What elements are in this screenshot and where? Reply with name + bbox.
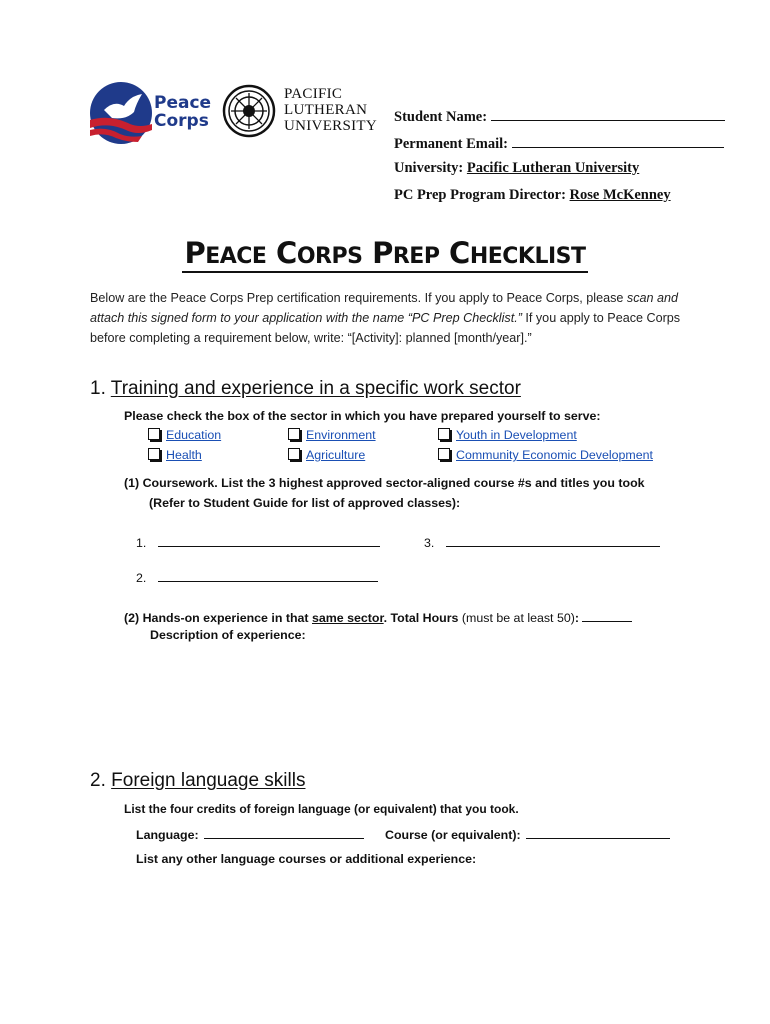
title-smallcaps: EACE [205,244,267,269]
section-title: Foreign language skills [111,770,306,791]
title-smallcaps: HECKLIST [469,244,586,269]
course-2-field[interactable] [158,569,378,582]
plu-logo-line: LUTHERAN [284,102,368,118]
checkbox-icon[interactable] [148,448,160,460]
section-1-heading [90,378,521,400]
other-language-label: List any other language courses or additional experience: [136,852,477,866]
item-number: (2) [124,611,140,625]
sector-checkbox-health[interactable] [148,448,202,462]
sector-label[interactable]: Youth in Development [456,428,577,442]
plu-logo-line: UNIVERSITY [284,118,377,134]
sector-label[interactable]: Community Economic Development [456,448,653,462]
course-equivalent-field[interactable] [526,826,670,839]
course-number: 3. [424,536,435,550]
peace-corps-logo-text: Peace Corps [154,93,212,131]
plu-seal-icon [222,84,276,138]
director-value: Rose McKenney [569,187,671,203]
intro-text: Below are the Peace Corps Prep certification requirements. If you apply to Peace Corps, please [90,291,624,305]
coursework-item [124,476,645,490]
section-number: 2. [90,770,106,791]
permanent-email-field[interactable] [512,133,724,148]
title-letter: P [184,236,206,270]
handson-note: (must be at least 50) [461,611,575,625]
description-area[interactable] [150,648,690,758]
student-name-field[interactable] [491,106,725,121]
handson-colon: : [574,611,579,625]
sector-checkbox-education[interactable] [148,428,221,442]
plu-logo [222,84,382,140]
course-line-1 [136,534,380,550]
language-field[interactable] [204,826,364,839]
course-line-3 [424,534,660,550]
checkbox-icon[interactable] [288,448,300,460]
peace-corps-logo [90,80,215,146]
intro-italic-text: scan and attach this signed form to your application with the name “PC Prep Checklist.” [90,291,679,325]
sector-checkbox-youth[interactable] [438,428,577,442]
language-row [136,826,364,842]
course-number: 2. [136,571,147,585]
student-name-row [394,106,725,126]
university-row [394,160,639,177]
university-value: Pacific Lutheran University [466,160,640,176]
sector-checkbox-community[interactable] [438,448,653,462]
title-smallcaps: REP [392,244,440,269]
section-number: 1. [90,378,106,399]
title-letter: C [276,236,297,270]
language-instruction: List the four credits of foreign language (or equivalent) that you took. [124,802,519,816]
handson-total-label: . Total Hours [383,611,459,625]
item-number: (1) [124,476,140,490]
checkbox-icon[interactable] [288,428,300,440]
plu-logo-line: PACIFIC [284,86,343,102]
coursework-text: Coursework. List the 3 highest approved sector-aligned course #s and titles you took [142,476,645,490]
total-hours-field[interactable] [582,609,632,622]
language-label: Language: [136,828,199,842]
sector-label[interactable]: Environment [306,428,376,442]
checkbox-icon[interactable] [438,428,450,440]
handson-item [124,609,632,625]
sector-label[interactable]: Agriculture [306,448,366,462]
sector-instruction: Please check the box of the sector in which you have prepared yourself to serve: [124,409,601,423]
sector-checkbox-environment[interactable] [288,428,376,442]
sector-checkbox-agriculture[interactable] [288,448,365,462]
permanent-email-label: Permanent Email: [394,136,508,152]
description-label: Description of experience: [150,628,306,642]
section-2-heading [90,770,305,792]
course-equivalent-row [385,826,670,842]
student-name-label: Student Name: [394,109,488,125]
intro-paragraph [90,288,690,348]
handson-text: Hands-on experience in that [142,611,309,625]
handson-underlined: same sector [312,611,384,625]
intro-text: If you apply to Peace Corps before completing a requirement below, write: “[Activity]: planned [month/year].” [90,311,681,345]
page-title [0,236,770,273]
checkbox-icon[interactable] [148,428,160,440]
director-row [394,187,671,204]
director-label: PC Prep Program Director: [394,187,566,203]
title-smallcaps: ORPS [296,244,363,269]
title-letter: C [449,236,470,270]
sector-label[interactable]: Education [166,428,222,442]
course-3-field[interactable] [446,534,660,547]
course-number: 1. [136,536,147,550]
permanent-email-row [394,133,724,153]
course-line-2 [136,569,378,585]
coursework-subtext: (Refer to Student Guide for list of approved classes): [149,496,461,510]
course-equivalent-label: Course (or equivalent): [385,828,521,842]
university-label: University: [394,160,464,176]
other-language-area[interactable] [136,872,690,992]
course-1-field[interactable] [158,534,380,547]
checkbox-icon[interactable] [438,448,450,460]
title-letter: P [372,236,393,270]
section-title: Training and experience in a specific work sector [110,378,521,399]
sector-label[interactable]: Health [166,448,202,462]
